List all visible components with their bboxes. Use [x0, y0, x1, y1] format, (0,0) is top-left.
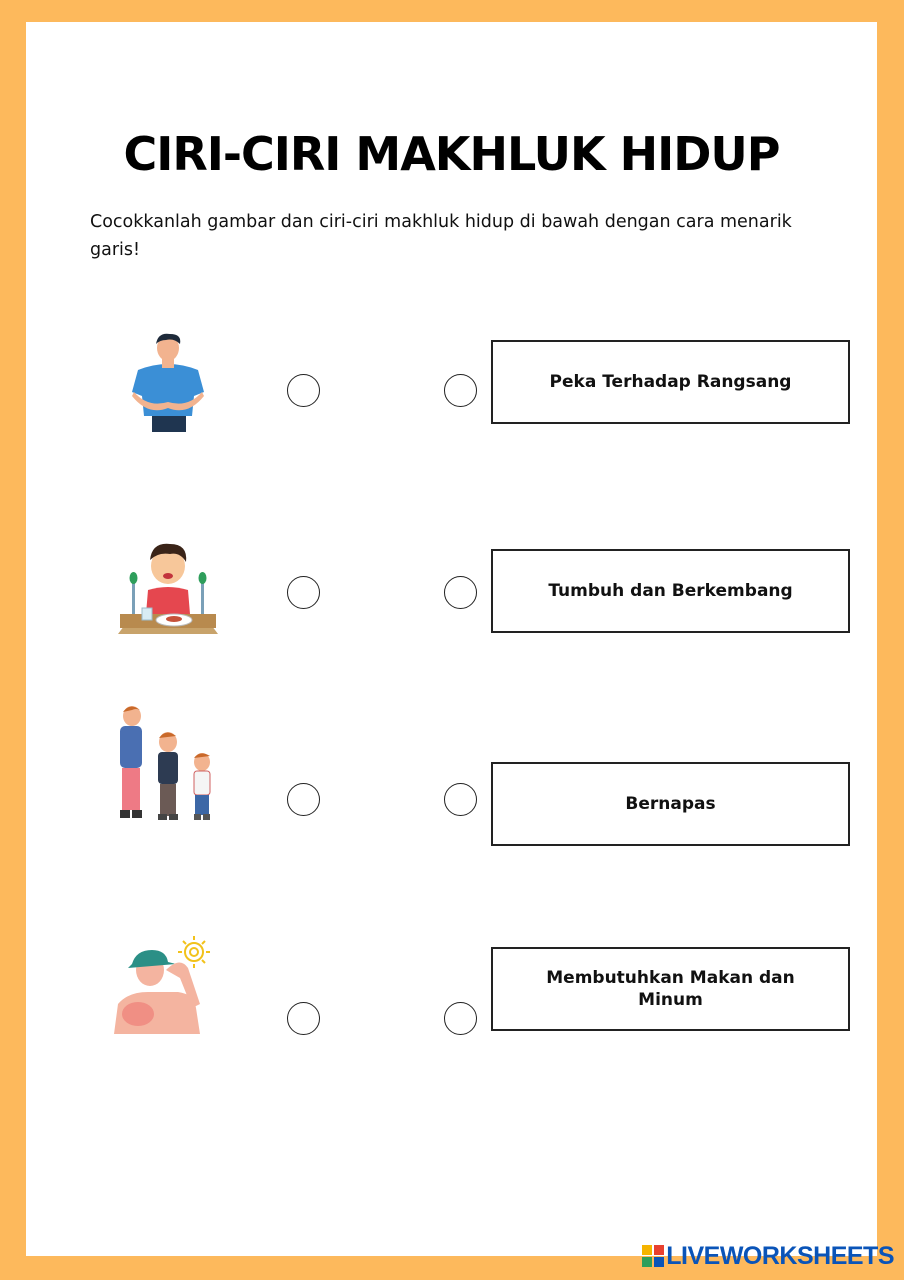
match-point-right-1[interactable]	[444, 374, 477, 407]
match-point-right-2[interactable]	[444, 576, 477, 609]
match-row-2	[26, 534, 877, 644]
man-holding-stomach-icon	[108, 330, 228, 440]
man-in-sun-icon	[108, 934, 228, 1044]
answer-box-4: Membutuhkan Makan dan Minum	[491, 947, 850, 1031]
liveworksheets-watermark	[642, 1240, 894, 1272]
match-point-left-4[interactable]	[287, 1002, 320, 1035]
worksheet-page	[26, 22, 877, 1256]
match-point-left-1[interactable]	[287, 374, 320, 407]
brand-name: LIVEWORKSHEETS	[666, 1241, 894, 1270]
liveworksheets-logo-icon	[642, 1245, 664, 1267]
match-point-right-4[interactable]	[444, 1002, 477, 1035]
boy-eating-icon	[108, 534, 228, 644]
instruction-text: Cocokkanlah gambar dan ciri-ciri makhluk hidup di bawah dengan cara menarik garis!	[90, 212, 792, 260]
answer-box-2: Tumbuh dan Berkembang	[491, 549, 850, 633]
match-row-4	[26, 934, 877, 1044]
match-point-left-2[interactable]	[287, 576, 320, 609]
match-point-left-3[interactable]	[287, 783, 320, 816]
page-title: CIRI-CIRI MAKHLUK HIDUP	[123, 127, 780, 181]
match-row-1	[26, 330, 877, 440]
three-children-growing-icon	[108, 704, 228, 834]
answer-box-3: Bernapas	[491, 762, 850, 846]
match-row-3	[26, 704, 877, 834]
answer-box-1: Peka Terhadap Rangsang	[491, 340, 850, 424]
match-point-right-3[interactable]	[444, 783, 477, 816]
